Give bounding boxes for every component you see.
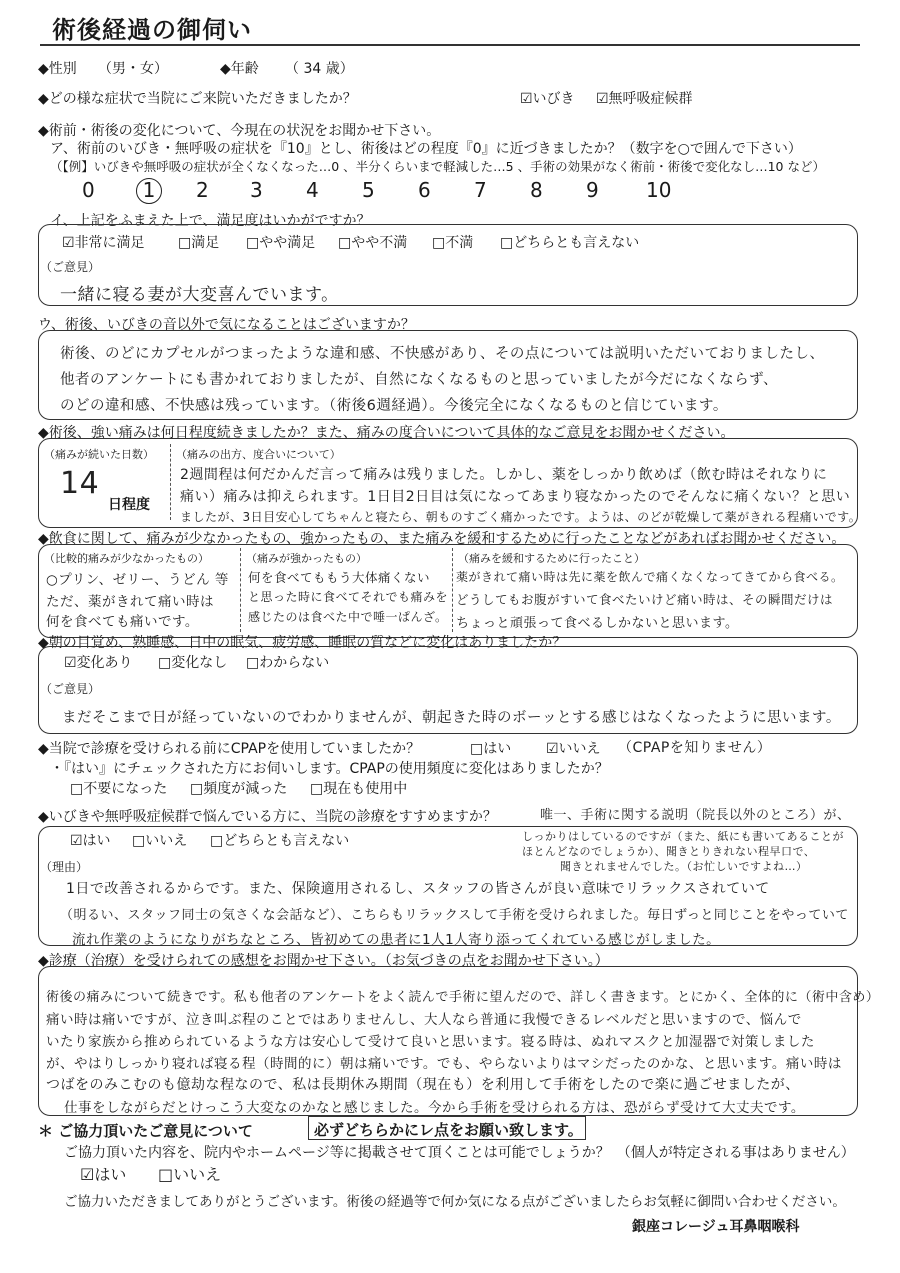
scale-8[interactable]: 8 xyxy=(530,178,543,202)
sleep-changed-checkbox[interactable]: ☑変化あり xyxy=(64,655,133,671)
other-question: ウ、術後、いびきの音以外で気になることはございますか？ xyxy=(38,317,415,333)
cpap-question: ◆当院で診療を受けられる前にCPAPを使用していましたか？ xyxy=(38,741,421,757)
recommend-side-note-1: 唯一、手術に関する説明（院長以外のところ）が、 xyxy=(540,808,851,823)
sleep-opinion-label: （ご意見） xyxy=(40,682,101,696)
cpap-yes-checkbox[interactable]: □はい xyxy=(470,741,512,757)
change-example: （【例】いびきや無呼吸の症状が全くなくなった…0 、半分くらいまで軽減した…5 、手術の効果がなく術前・術後で変化なし…10 など） xyxy=(50,159,825,174)
sat-very-satisfied-checkbox[interactable]: ☑非常に満足 xyxy=(62,235,145,251)
food-divider-2 xyxy=(452,548,453,632)
food-col2-label: （痛みが強かったもの） xyxy=(246,552,367,565)
satisfaction-question: イ、上記をふまえた上で、満足度はいかがですか？ xyxy=(50,213,371,229)
cpap-still-using-checkbox[interactable]: □現在も使用中 xyxy=(310,781,408,797)
cpap-note: （CPAPを知りません） xyxy=(618,740,772,756)
food-col1-line-1: ○プリン、ゼリー、うどん 等 xyxy=(46,572,229,588)
satisfaction-answer: 一緒に寝る妻が大変喜んでいます。 xyxy=(60,285,339,305)
scale-3[interactable]: 3 xyxy=(250,178,263,202)
scale-10[interactable]: 10 xyxy=(646,178,672,202)
consent-question: ご協力頂いた内容を、院内やホームページ等に掲載させて頂くことは可能でしょうか？ （個人が特定される事はありません） xyxy=(64,1145,855,1161)
food-divider-1 xyxy=(240,548,241,632)
scale-1-circled[interactable] xyxy=(136,178,162,204)
recommend-reason-line-3: 流れ作業のようになりがちなところ、皆初めての患者に1人1人寄り添ってくれている感じがしました。 xyxy=(72,932,721,948)
food-question: ◆飲食に関して、痛みが少なかったもの、強かったもの、また痛みを緩和するために行ったことなどがあればお聞かせください。 xyxy=(38,531,846,547)
recommend-reason-line-1: 1日で改善されるからです。また、保険適用されるし、スタッフの皆さんが良い意味でリラックスされていて xyxy=(66,881,770,897)
impressions-line-3: いたり家族から推められているような方は安心して受けて良いと思います。寝る時は、ぬれマスクと加湿器で対策しました xyxy=(46,1034,815,1050)
recommend-reason-line-2: （明るい、スタッフ同士の気さくな会話など）、こちらもリラックスして手術を受けられました。毎日ずっと同じことをやっていて xyxy=(60,908,849,923)
scale-7[interactable]: 7 xyxy=(474,178,487,202)
pain-days-label: （痛みが続いた日数） xyxy=(44,448,154,461)
scale-0[interactable]: 0 xyxy=(82,178,95,202)
consent-no-checkbox[interactable]: □いいえ xyxy=(158,1165,222,1184)
sat-somewhat-dissatisfied-checkbox[interactable]: □やや不満 xyxy=(338,235,408,251)
sleep-unknown-checkbox[interactable]: □わからない xyxy=(246,655,330,671)
food-col1-line-3: 何を食べても痛いです。 xyxy=(46,614,199,630)
thanks-message: ご協力いただきましてありがとうございます。術後の経過等で何か気になる点がございましたらお気軽に御問い合わせください。 xyxy=(64,1194,846,1210)
sleep-question: ◆朝の目覚め、熟睡感、日中の眠気、疲労感、睡眠の質などに変化はありましたか？ xyxy=(38,635,567,651)
pain-question: ◆術後、強い痛みは何日程度続きましたか？また、痛みの度合いについて具体的なご意見をお聞かせください。 xyxy=(38,425,735,441)
pain-divider xyxy=(170,444,171,520)
symptom-snoring-checkbox[interactable]: ☑いびき xyxy=(520,91,575,107)
cpap-reduced-checkbox[interactable]: □頻度が減った xyxy=(190,781,288,797)
satisfaction-opinion-label: （ご意見） xyxy=(40,260,101,274)
recommend-side-note-4: 聞きとれませんでした。（お忙しいですよね…） xyxy=(560,860,808,873)
recommend-reason-label: （理由） xyxy=(40,860,89,874)
gender-value: （男・女） xyxy=(98,61,168,77)
sat-neutral-checkbox[interactable]: □どちらとも言えない xyxy=(500,235,640,251)
consent-emphasis: 必ずどちらかにレ点をお願い致します。 xyxy=(314,1121,583,1139)
pain-detail-line-1: 2週間程は何だかんだ言って痛みは残りました。しかし、薬をしっかり飲めば（飲む時はそれなりに xyxy=(180,467,828,483)
scale-5[interactable]: 5 xyxy=(362,178,375,202)
food-col1-line-2: ただ、薬がきれて痛い時は xyxy=(46,594,214,610)
impressions-line-2: 痛い時は痛いですが、泣き叫ぶ程のことではありませんし、大人なら普通に我慢できるレベルだと思いますので、悩んで xyxy=(46,1012,802,1028)
scale-4[interactable]: 4 xyxy=(306,178,319,202)
cpap-unneeded-checkbox[interactable]: □不要になった xyxy=(70,781,168,797)
change-header: ◆術前・術後の変化について、今現在の状況をお聞かせ下さい。 xyxy=(38,123,441,139)
impressions-line-4: が、やはりしっかり寝れば寝る程（時間的に）朝は痛いです。でも、やらないよりはマシだったのかな、と思います。痛い時は xyxy=(46,1056,842,1072)
food-col3-line-2: どうしてもお腹がすいて食べたいけど痛い時は、その瞬間だけは xyxy=(456,592,834,607)
age-label: ◆年齢 xyxy=(220,61,259,77)
symptoms-question: ◆どの様な症状で当院にご来院いただきましたか？ xyxy=(38,91,357,107)
recommend-yes-checkbox[interactable]: ☑はい xyxy=(70,833,111,849)
recommend-question: ◆いびきや無呼吸症候群で悩んでいる方に、当院の診療をすすめますか？ xyxy=(38,809,497,825)
recommend-side-note-3: ほとんどなのでしょうか）、聞きとりきれない程早口で、 xyxy=(522,845,816,858)
pain-detail-line-3: ましたが、3日目安心してちゃんと寝たら、朝ものすごく痛かったです。ようは、のどが乾燥して薬がきれる程痛いです。 xyxy=(180,510,862,524)
pain-days-unit: 日程度 xyxy=(108,497,150,513)
gender-label: ◆性別 xyxy=(38,61,77,77)
consent-header: ＊ ご協力頂いたご意見について xyxy=(38,1122,253,1140)
recommend-neutral-checkbox[interactable]: □どちらとも言えない xyxy=(210,833,350,849)
recommend-side-note-2: しっかりはしているのですが（また、紙にも書いてあることが xyxy=(522,830,844,843)
scale-2[interactable]: 2 xyxy=(196,178,209,202)
impressions-line-5: つばをのみこむのも億劫な程なので、私は長期休み期間（現在も）を利用して手術をしたので楽に過ごせましたが、 xyxy=(46,1077,800,1093)
symptom-apnea-checkbox[interactable]: ☑無呼吸症候群 xyxy=(596,91,693,107)
pain-detail-line-2: 痛い）痛みは抑えられます。1日目2日目は気になってあまり寝なかったのでそんなに痛くない？と思い xyxy=(180,489,851,505)
pain-days-value: 14 xyxy=(60,466,100,501)
age-value: （ 34 歳） xyxy=(285,61,354,77)
sat-dissatisfied-checkbox[interactable]: □不満 xyxy=(432,235,474,251)
food-col2-line-1: 何を食べてももう大体痛くない xyxy=(248,570,431,585)
impressions-line-6: 仕事をしながらだとけっこう大変なのかなと感じました。今から手術を受けられる方は、恐がらず受けて大丈夫です。 xyxy=(64,1100,805,1116)
scale-9[interactable]: 9 xyxy=(586,178,599,202)
clinic-name: 銀座コレージュ耳鼻咽喉科 xyxy=(632,1219,800,1235)
sat-satisfied-checkbox[interactable]: □満足 xyxy=(178,235,220,251)
other-answer-line-3: のどの違和感、不快感は残っています。（術後6週経過）。今後完全になくなるものと信じています。 xyxy=(60,398,728,414)
scale-6[interactable]: 6 xyxy=(418,178,431,202)
scale-1-value: 1 xyxy=(136,178,162,204)
page-title: 術後経過の御伺い xyxy=(52,16,252,44)
other-answer-line-1: 術後、のどにカプセルがつまったような違和感、不快感があり、その点については説明いただいておりましたし、 xyxy=(60,346,825,362)
sleep-answer: まだそこまで日が経っていないのでわかりませんが、朝起きた時のボーッとする感じはなくなったように思います。 xyxy=(62,710,841,726)
food-col3-label: （痛みを緩和するために行ったこと） xyxy=(458,552,645,565)
cpap-no-checkbox[interactable]: ☑いいえ xyxy=(546,741,601,757)
food-col2-line-2: と思った時に食べてそれでも痛みを xyxy=(248,590,449,604)
other-answer-line-2: 他者のアンケートにも書かれておりましたが、自然になくなるものと思っていましたが今だになくならず、 xyxy=(60,372,778,388)
pain-degree-label: （痛みの出方、度合いについて） xyxy=(176,448,341,461)
food-col1-label: （比較的痛みが少なかったもの） xyxy=(44,552,209,565)
food-col3-line-1: 薬がきれて痛い時は先に薬を飲んで痛くなくなってきてから食べる。 xyxy=(456,570,844,584)
sleep-unchanged-checkbox[interactable]: □変化なし xyxy=(158,655,228,671)
impressions-line-1: 術後の痛みについて続きです。私も他者のアンケートをよく読んで手術に望んだので、詳しく書きます。とにかく、全体的に（術中含め） xyxy=(46,990,880,1005)
cpap-followup-question: ・『はい』にチェックされた方にお伺いします。CPAPの使用頻度に変化はありましたか？ xyxy=(50,761,609,777)
title-underline xyxy=(40,44,860,46)
consent-yes-checkbox[interactable]: ☑はい xyxy=(80,1165,127,1184)
recommend-no-checkbox[interactable]: □いいえ xyxy=(132,833,188,849)
change-subquestion: ア、術前のいびき・無呼吸の症状を『10』とし、術後はどの程度『0』に近づきましたか？（数字を○で囲んで下さい） xyxy=(50,141,802,157)
sat-somewhat-satisfied-checkbox[interactable]: □やや満足 xyxy=(246,235,316,251)
impressions-question: ◆診療（治療）を受けられての感想をお聞かせ下さい。（お気づきの点をお聞かせ下さい。） xyxy=(38,953,609,969)
food-col2-line-3: 感じたのは食べた中で唾一ぱんざ。 xyxy=(248,610,448,624)
food-col3-line-3: ちょっと頑張って食べるしかないと思います。 xyxy=(456,616,739,631)
